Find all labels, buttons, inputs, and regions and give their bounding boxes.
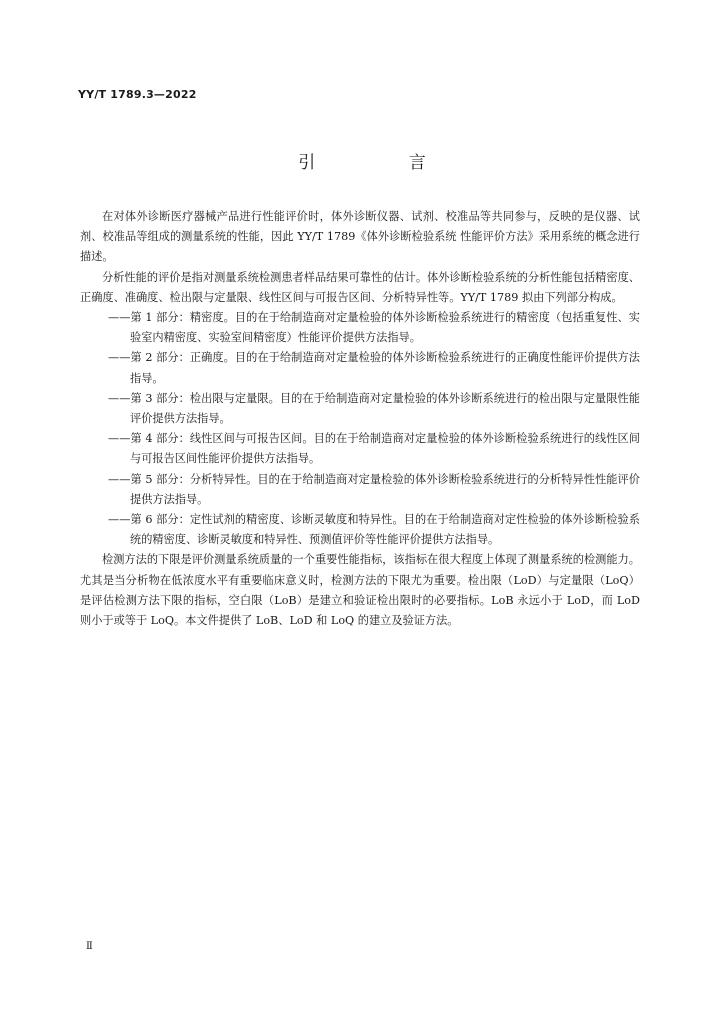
standard-code-header: YY/T 1789.3—2022: [78, 88, 197, 101]
part-list-item-5: ——第 5 部分：分析特异性。目的在于给制造商对定量检验的体外诊断检验系统进行的分析特异性性能评价提供方法指导。: [108, 472, 640, 506]
part-list-item-3: ——第 3 部分：检出限与定量限。目的在于给制造商对定量检验的体外诊断系统进行的检出限与定量限性能评价提供方法指导。: [108, 391, 640, 426]
part-list-item-1: ——第 1 部分：精密度。目的在于给制造商对定量检验的体外诊断检验系统进行的精密度（包括重复性、实验室内精密度、实验室间精密度）性能评价提供方法指导。: [108, 311, 640, 345]
part-list-item-4: ——第 4 部分：线性区间与可报告区间。目的在于给制造商对定量检验的体外诊断检验系统进行的线性区间与可报告区间性能评价提供方法指导。: [108, 432, 640, 466]
part-list-item-2: ——第 2 部分：正确度。目的在于给制造商对定量检验的体外诊断检验系统进行的正确度性能评价提供方法指导。: [108, 351, 640, 385]
page-title: 引 言: [298, 153, 470, 173]
final-paragraph: 检测方法的下限是评价测量系统质量的一个重要性能指标，该指标在很大程度上体现了测量系统的检测能力。尤其是当分析物在低浓度水平有重要临床意义时，检测方法的下限尤为重要。检出限（LoD）与定量限（LoQ）是评估检测方法下限的指标，空白限（LoB）是建立和验证检出限时的必要指标。LoB 永远小于 LoD，而 LoD 则小于或等于 LoQ。本文件提供了 LoB、LoD 和 LoQ 的建立及验证方法。: [80, 553, 640, 628]
body-text: [80, 207, 640, 631]
intro-paragraph-1: 在对体外诊断医疗器械产品进行性能评价时，体外诊断仪器、试剂、校准品等共同参与，反映的是仪器、试剂、校准品等组成的测量系统的性能，因此 YY/T 1789《体外诊断检验系统 性能评价方法》采用系统的概念进行描述。: [80, 210, 640, 264]
page-number: Ⅱ: [86, 941, 93, 952]
part-list-item-6: ——第 6 部分：定性试剂的精密度、诊断灵敏度和特异性。目的在于给制造商对定性检验的体外诊断检验系统的精密度、诊断灵敏度和特异性、预测值评价等性能评价提供方法指导。: [108, 513, 640, 547]
intro-paragraph-2: 分析性能的评价是指对测量系统检测患者样品结果可靠性的估计。体外诊断检验系统的分析性能包括精密度、正确度、准确度、检出限与定量限、线性区间与可报告区间、分析特异性等。YY/T 1789 拟由下列部分构成。: [80, 270, 640, 304]
